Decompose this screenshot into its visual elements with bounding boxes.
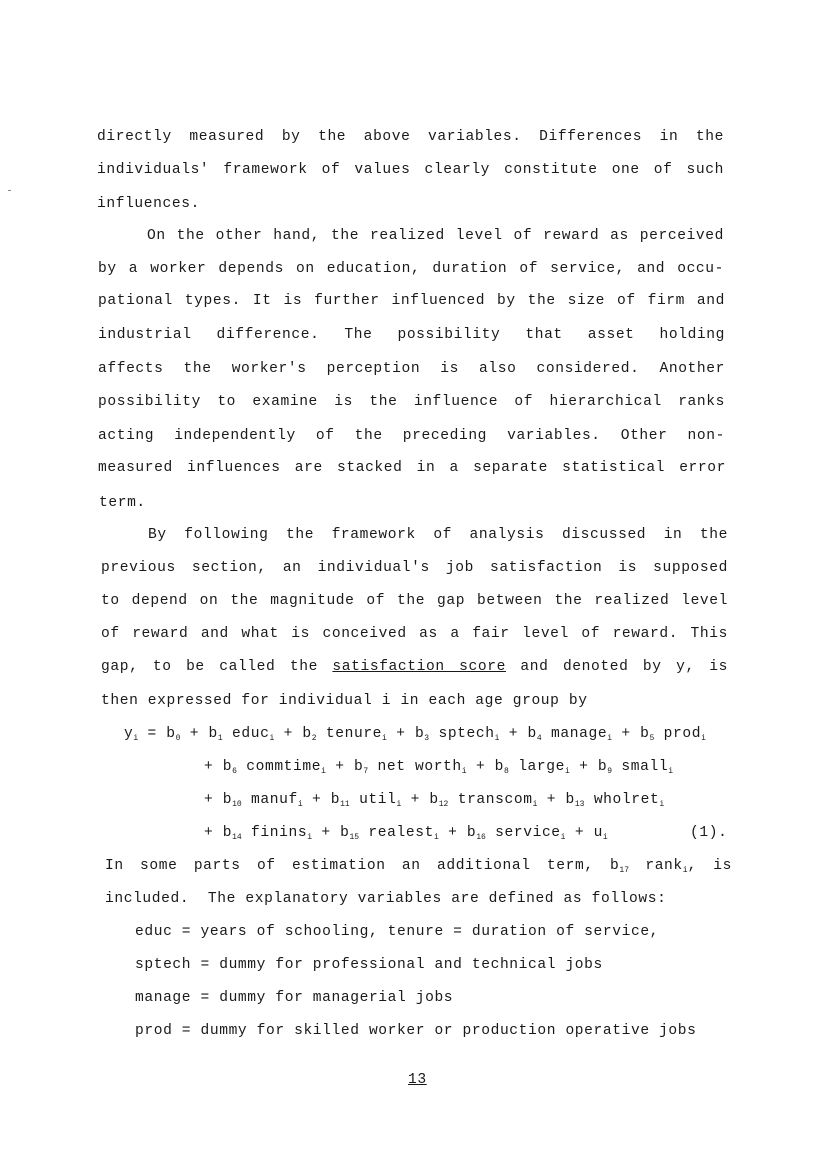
paragraph4-line1: In some parts of estimation an additional term, $b_{17}$ rank$_i$, is bbox=[105, 858, 733, 875]
paragraph3-line6: then expressed for individual i in each age group by bbox=[101, 693, 588, 709]
paragraph2-line8: measured influences are stacked in a separate statistical error bbox=[98, 460, 726, 476]
definition-item: sptech = dummy for professional and technical jobs bbox=[135, 957, 603, 973]
paragraph2-line5: affects the worker's perception is also considered. Another bbox=[98, 361, 725, 377]
paragraph2-line3: pational types. It is further influenced by the size of firm and bbox=[98, 293, 725, 309]
paragraph2-line1: On the other hand, the realized level of reward as perceived bbox=[147, 228, 724, 244]
paragraph3-line5-before: gap, to be called the bbox=[101, 659, 333, 675]
paragraph3-line2: previous section, an individual's job satisfaction is supposed bbox=[101, 560, 728, 576]
paragraph3-line5 bbox=[101, 658, 728, 676]
paragraph3-line1: By following the framework of analysis discussed in the bbox=[148, 527, 728, 543]
equation-row3: + $b_{10}$ manuf$_i$ + $b_{11}$ util$_i$ + $b_{12}$ transcom$_i$ + $b_{13}$ wholret$_i$ bbox=[204, 792, 665, 809]
satisfaction-score-term: satisfaction score bbox=[332, 659, 506, 675]
paragraph2-line9: term. bbox=[99, 495, 146, 511]
definition-item: educ = years of schooling, tenure = duration of service, bbox=[135, 924, 660, 940]
equation-row1: $y_i = b_0 + b_1$ educ$_i$ + $b_2$ tenure$_i$ + $b_3$ sptech$_i$ + $b_4$ manage$_i$ + $b_5$ prod$_i$ bbox=[124, 726, 706, 743]
definition-item: manage = dummy for managerial jobs bbox=[135, 990, 454, 1006]
paragraph2-line7: acting independently of the preceding variables. Other non- bbox=[98, 428, 725, 444]
equation-number: (1). bbox=[690, 825, 728, 841]
paragraph3-line3: to depend on the magnitude of the gap between the realized level bbox=[101, 593, 728, 609]
paragraph2-line2: by a worker depends on education, duration of service, and occu- bbox=[98, 261, 724, 277]
equation-row2: + $b_6$ commtime$_i$ + $b_7$ net worth$_i$ + $b_8$ large$_i$ + $b_9$ small$_i$ bbox=[204, 759, 674, 776]
paragraph1-line3: influences. bbox=[97, 196, 200, 212]
definition-item: prod = dummy for skilled worker or production operative jobs bbox=[135, 1023, 697, 1039]
paragraph4-line2: included. The explanatory variables are defined as follows: bbox=[105, 891, 667, 907]
page-number: 13 bbox=[408, 1072, 427, 1088]
scan-mark bbox=[8, 190, 11, 191]
paragraph1-line2: individuals' framework of values clearly constitute one of such bbox=[97, 162, 724, 178]
equation-row4: + $b_{14}$ finins$_i$ + $b_{15}$ realest$_i$ + $b_{16}$ service$_i$ + $u_i$ bbox=[204, 825, 608, 842]
paragraph3-line5-after: and denoted by y, is bbox=[505, 659, 728, 675]
paragraph2-line4: industrial difference. The possibility that asset holding bbox=[98, 327, 725, 343]
paragraph2-line6: possibility to examine is the influence of hierarchical ranks bbox=[98, 394, 725, 410]
paragraph1-line1: directly measured by the above variables. Differences in the bbox=[97, 129, 724, 145]
paragraph3-line4: of reward and what is conceived as a fair level of reward. This bbox=[101, 626, 728, 642]
